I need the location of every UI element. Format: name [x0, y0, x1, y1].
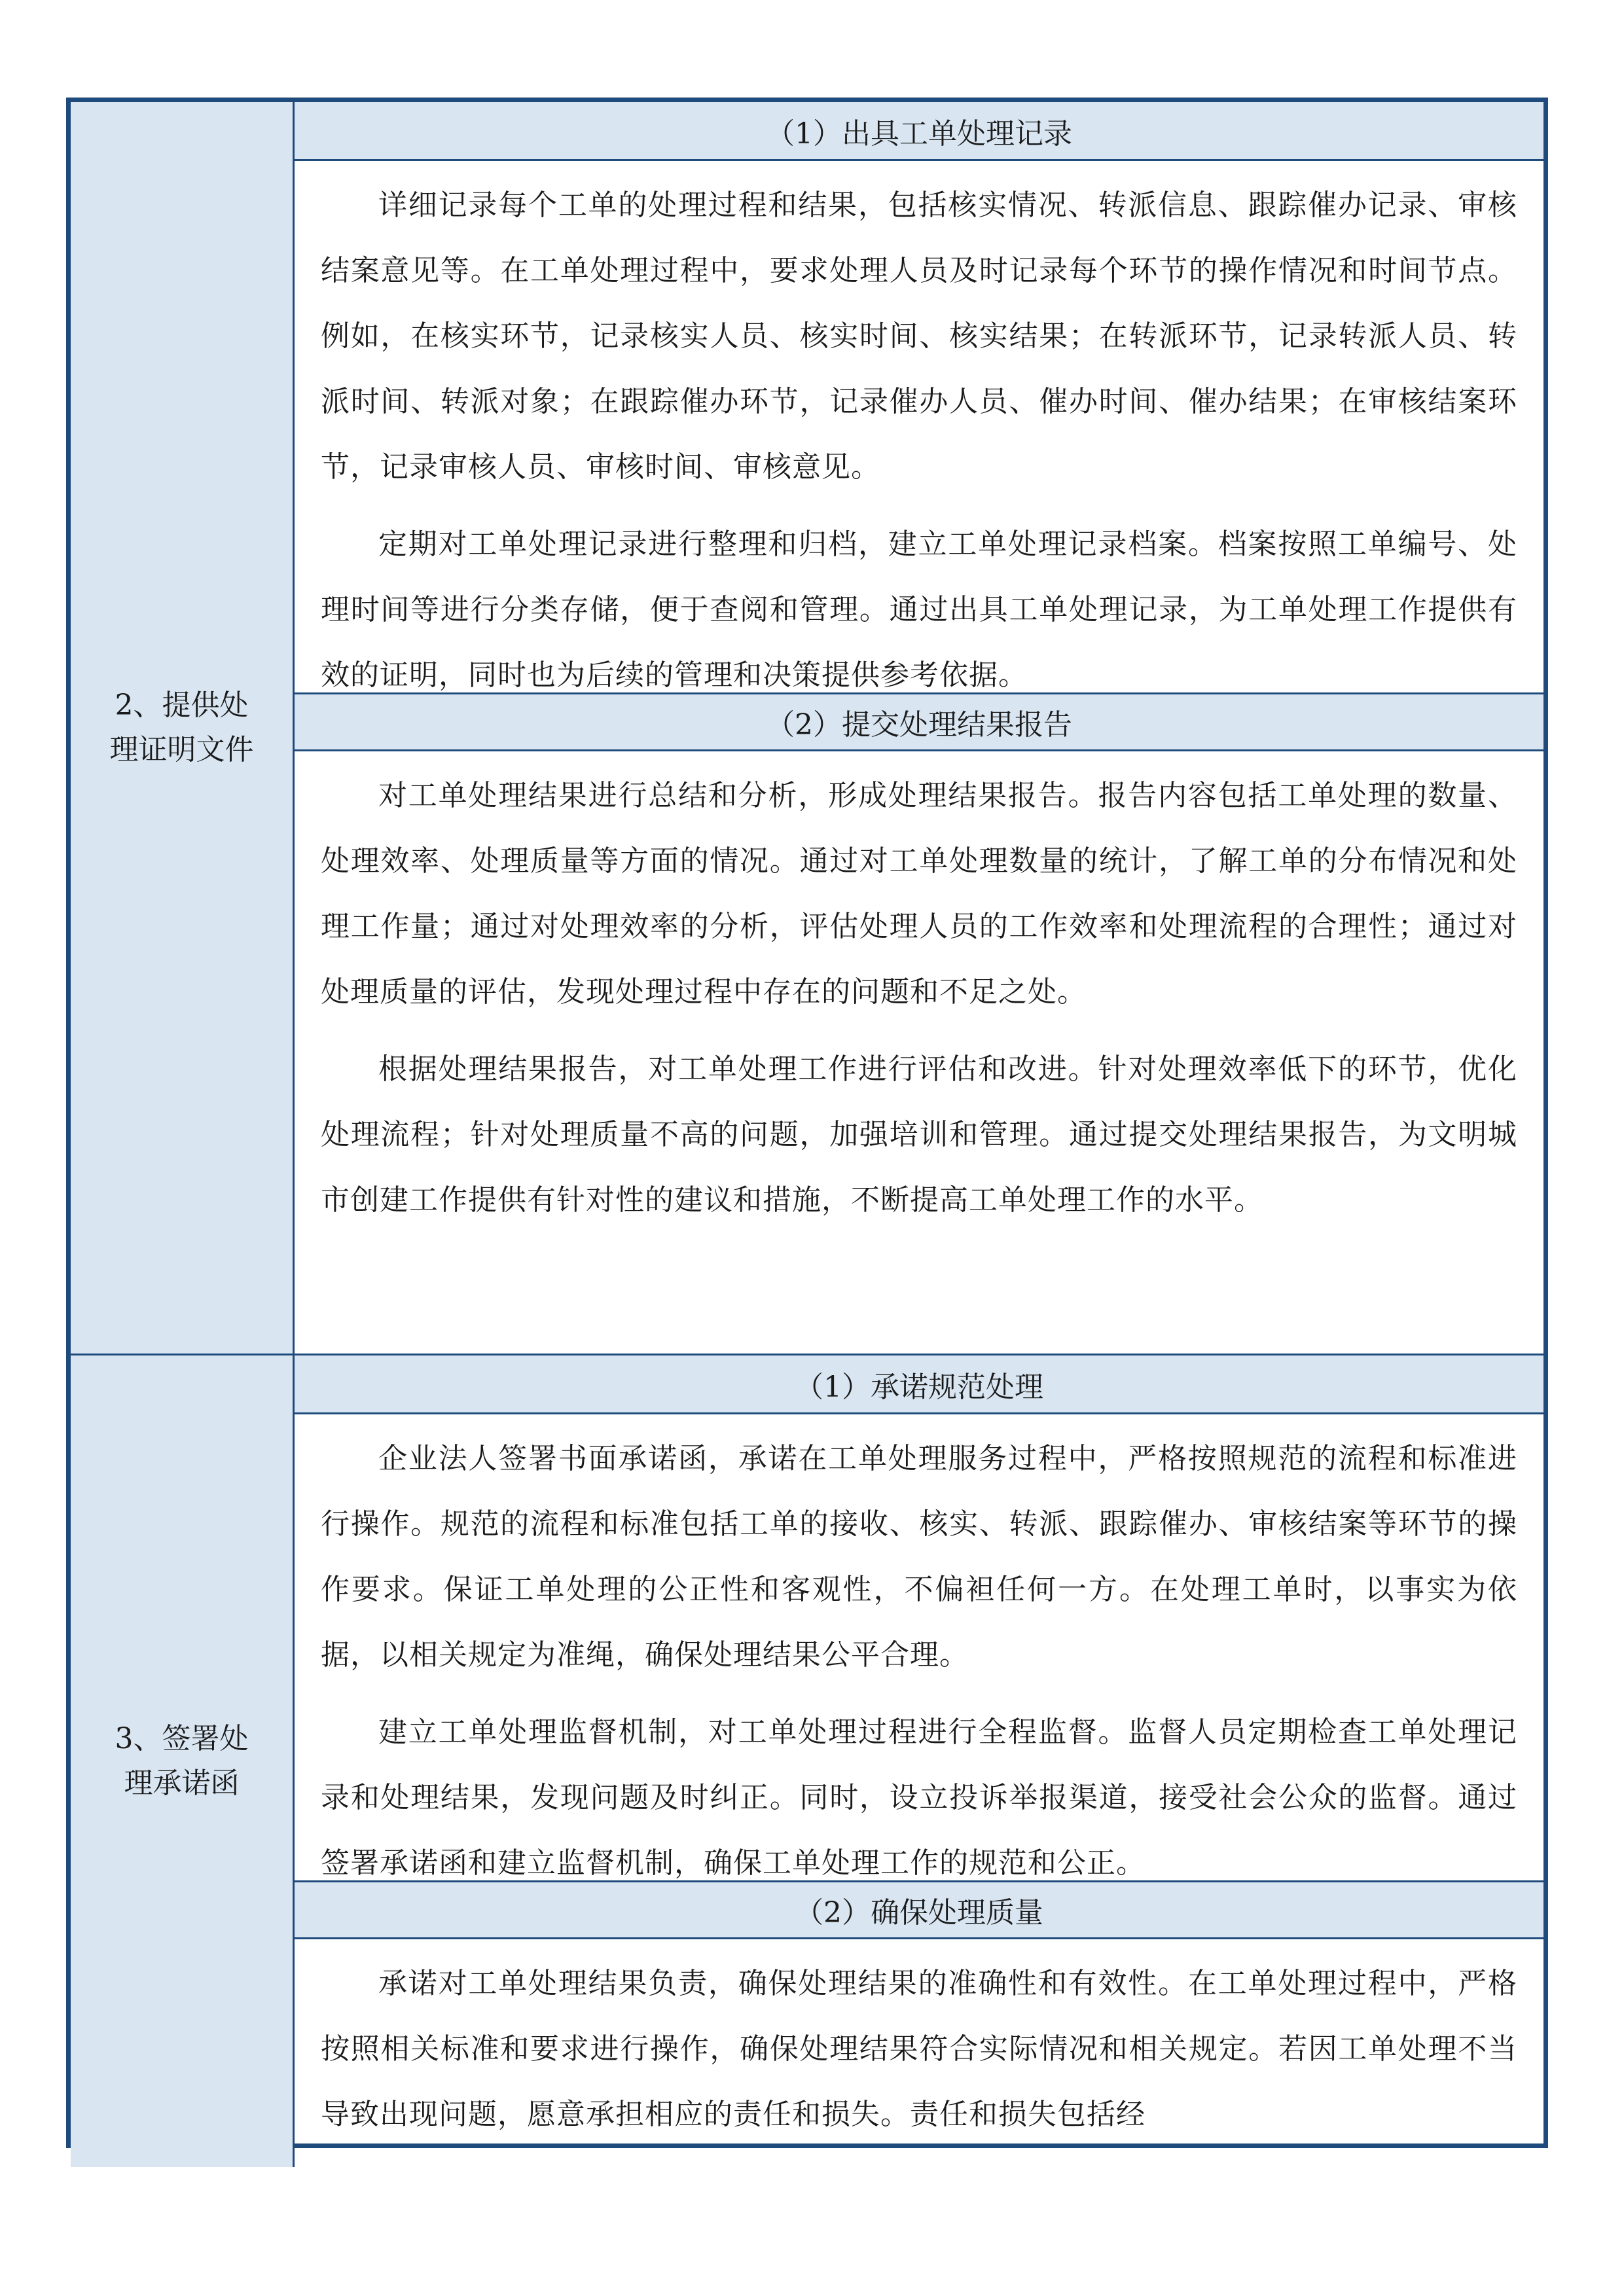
section-title: （1）承诺规范处理 — [295, 1355, 1543, 1414]
row-content — [295, 1355, 1543, 2167]
paragraph: 对工单处理结果进行总结和分析，形成处理结果报告。报告内容包括工单处理的数量、处理效率、处理质量等方面的情况。通过对工单处理数量的统计，了解工单的分布情况和处理工作量；通过对处理效率的分析，评估处理人员的工作效率和处理流程的合理性；通过对处理质量的评估，发现处理过程中存在的问题和不足之处。 — [321, 779, 1517, 1009]
paragraph: 定期对工单处理记录进行整理和归档，建立工单处理记录档案。档案按照工单编号、处理时间等进行分类存储，便于查阅和管理。通过出具工单处理记录，为工单处理工作提供有效的证明，同时也为后续的管理和决策提供参考依据。 — [321, 528, 1517, 692]
row-label-cell — [71, 1355, 295, 2167]
paragraph: 承诺对工单处理结果负责，确保处理结果的准确性和有效性。在工单处理过程中，严格按照相关标准和要求进行操作，确保处理结果符合实际情况和相关规定。若因工单处理不当导致出现问题，愿意承担相应的责任和损失。责任和损失包括经 — [321, 1967, 1517, 2131]
section — [295, 692, 1543, 1354]
content-table — [66, 98, 1548, 2148]
row-label-cell — [71, 102, 295, 1355]
section-body — [295, 161, 1543, 692]
paragraph: 根据处理结果报告，对工单处理工作进行评估和改进。针对处理效率低下的环节，优化处理流程；针对处理质量不高的问题，加强培训和管理。通过提交处理结果报告，为文明城市创建工作提供有针对性的建议和措施，不断提高工单处理工作的水平。 — [321, 1052, 1517, 1217]
section-body — [295, 1939, 1543, 2167]
row-label: 2、提供处理证明文件 — [109, 689, 254, 766]
section — [295, 1880, 1543, 2167]
row-label: 3、签署处理承诺函 — [115, 1722, 249, 1800]
section — [295, 102, 1543, 692]
section-title: （2）确保处理质量 — [295, 1880, 1543, 1939]
paragraph: 建立工单处理监督机制，对工单处理过程进行全程监督。监督人员定期检查工单处理记录和处理结果，发现问题及时纠正。同时，设立投诉举报渠道，接受社会公众的监督。通过签署承诺函和建立监督机制，确保工单处理工作的规范和公正。 — [321, 1715, 1517, 1880]
section-body — [295, 1414, 1543, 1880]
paragraph: 企业法人签署书面承诺函，承诺在工单处理服务过程中，严格按照规范的流程和标准进行操作。规范的流程和标准包括工单的接收、核实、转派、跟踪催办、审核结案等环节的操作要求。保证工单处理的公正性和客观性，不偏袒任何一方。在处理工单时，以事实为依据，以相关规定为准绳，确保处理结果公平合理。 — [321, 1442, 1517, 1672]
paragraph: 详细记录每个工单的处理过程和结果，包括核实情况、转派信息、跟踪催办记录、审核结案意见等。在工单处理过程中，要求处理人员及时记录每个环节的操作情况和时间节点。例如，在核实环节，记录核实人员、核实时间、核实结果；在转派环节，记录转派人员、转派时间、转派对象；在跟踪催办环节，记录催办人员、催办时间、催办结果；在审核结案环节，记录审核人员、审核时间、审核意见。 — [321, 188, 1517, 484]
section — [295, 1355, 1543, 1880]
row-content — [295, 102, 1543, 1355]
section-title: （1）出具工单处理记录 — [295, 102, 1543, 161]
section-body — [295, 751, 1543, 1354]
section-title: （2）提交处理结果报告 — [295, 692, 1543, 751]
